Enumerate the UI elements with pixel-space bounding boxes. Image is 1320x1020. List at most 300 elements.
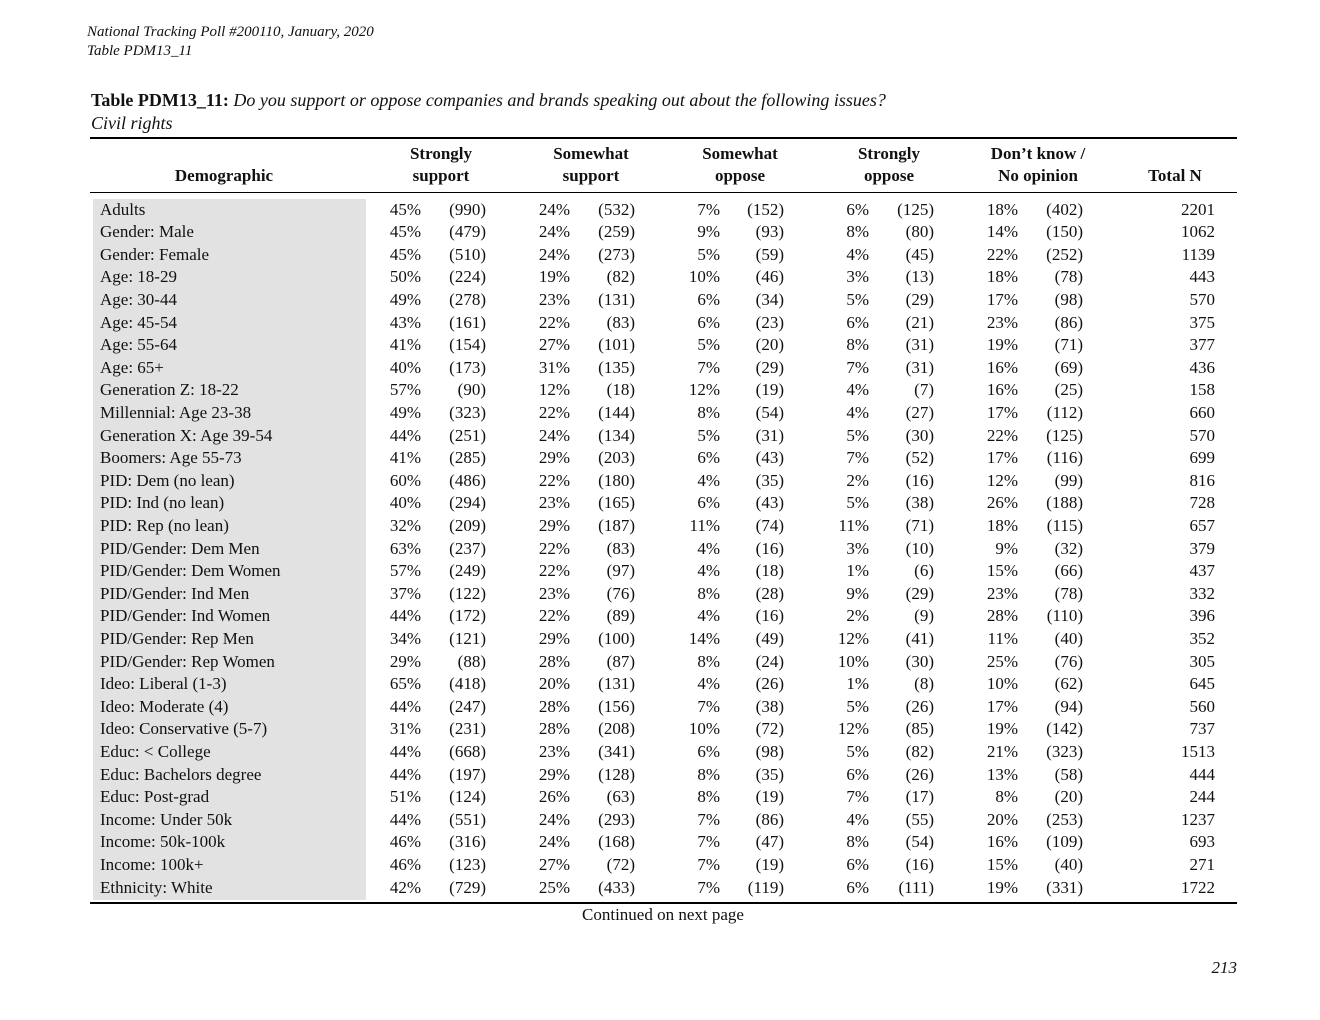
running-head-table-id: Table PDM13_11 — [87, 43, 193, 59]
cell-percent: 3% — [846, 267, 869, 287]
cell-count: (86) — [1054, 312, 1083, 332]
table-row — [0, 244, 1320, 267]
cell-count: (231) — [449, 719, 486, 739]
cell-percent: 18% — [986, 267, 1018, 287]
cell-count: (156) — [598, 696, 635, 716]
row-label: Age: 65+ — [100, 357, 164, 377]
cell-percent: 4% — [846, 244, 869, 264]
cell-count: (34) — [755, 289, 784, 309]
cell-percent: 15% — [986, 854, 1018, 874]
cell-count: (26) — [755, 674, 784, 694]
cell-percent: 4% — [697, 538, 720, 558]
cell-count: (161) — [449, 312, 486, 332]
cell-percent: 19% — [986, 719, 1018, 739]
cell-count: (208) — [598, 719, 635, 739]
cell-percent: 9% — [846, 583, 869, 603]
cell-count: (40) — [1054, 854, 1083, 874]
caption-label: Table PDM13_11: — [91, 90, 229, 110]
cell-count: (40) — [1054, 628, 1083, 648]
cell-percent: 8% — [697, 764, 720, 784]
table-row — [0, 696, 1320, 719]
cell-count: (187) — [598, 515, 635, 535]
cell-percent: 49% — [389, 402, 421, 422]
cell-count: (83) — [606, 312, 635, 332]
row-label: Ideo: Conservative (5-7) — [100, 719, 268, 739]
cell-count: (58) — [1054, 764, 1083, 784]
cell-percent: 20% — [538, 674, 570, 694]
cell-count: (16) — [755, 606, 784, 626]
cell-count: (285) — [449, 448, 486, 468]
cell-count: (165) — [598, 493, 635, 513]
cell-count: (418) — [449, 674, 486, 694]
table-row — [0, 718, 1320, 741]
row-label: PID: Dem (no lean) — [100, 470, 235, 490]
cell-count: (18) — [606, 380, 635, 400]
cell-count: (98) — [1054, 289, 1083, 309]
cell-percent: 6% — [846, 312, 869, 332]
cell-percent: 6% — [697, 493, 720, 513]
cell-count: (45) — [905, 244, 934, 264]
table-row — [0, 266, 1320, 289]
cell-percent: 6% — [697, 448, 720, 468]
row-label: Age: 18-29 — [100, 267, 177, 287]
cell-percent: 7% — [697, 809, 720, 829]
cell-percent: 16% — [986, 357, 1018, 377]
cell-percent: 31% — [538, 357, 570, 377]
cell-total: 436 — [1189, 357, 1215, 377]
cell-percent: 22% — [538, 312, 570, 332]
row-label: PID/Gender: Dem Women — [100, 561, 281, 581]
cell-count: (98) — [755, 741, 784, 761]
cell-percent: 7% — [697, 696, 720, 716]
cell-percent: 31% — [389, 719, 421, 739]
cell-count: (124) — [449, 787, 486, 807]
cell-count: (99) — [1054, 470, 1083, 490]
cell-count: (119) — [747, 877, 784, 897]
cell-count: (43) — [755, 448, 784, 468]
cell-count: (74) — [755, 515, 784, 535]
cell-percent: 44% — [389, 741, 421, 761]
cell-count: (49) — [755, 628, 784, 648]
cell-percent: 8% — [697, 787, 720, 807]
cell-count: (144) — [598, 402, 635, 422]
cell-total: 379 — [1189, 538, 1215, 558]
cell-count: (172) — [449, 606, 486, 626]
cell-count: (131) — [598, 674, 635, 694]
row-label: Income: Under 50k — [100, 809, 233, 829]
cell-percent: 8% — [697, 651, 720, 671]
table-row — [0, 492, 1320, 515]
cell-count: (180) — [598, 470, 635, 490]
cell-percent: 41% — [389, 448, 421, 468]
table-top-rule — [90, 137, 1237, 139]
row-label: Ethnicity: White — [100, 877, 213, 897]
cell-percent: 49% — [389, 289, 421, 309]
cell-count: (316) — [449, 832, 486, 852]
cell-percent: 11% — [987, 628, 1018, 648]
cell-count: (38) — [755, 696, 784, 716]
cell-percent: 29% — [538, 515, 570, 535]
cell-count: (83) — [606, 538, 635, 558]
cell-count: (532) — [598, 199, 635, 219]
cell-percent: 37% — [389, 583, 421, 603]
cell-percent: 22% — [538, 538, 570, 558]
cell-percent: 40% — [389, 493, 421, 513]
continued-note: Continued on next page — [582, 905, 744, 924]
cell-percent: 13% — [986, 764, 1018, 784]
cell-percent: 28% — [986, 606, 1018, 626]
cell-percent: 18% — [986, 199, 1018, 219]
cell-percent: 65% — [389, 674, 421, 694]
table-row — [0, 854, 1320, 877]
cell-percent: 44% — [389, 764, 421, 784]
cell-percent: 45% — [389, 222, 421, 242]
cell-count: (203) — [598, 448, 635, 468]
table-row — [0, 651, 1320, 674]
cell-total: 2201 — [1181, 199, 1215, 219]
cell-count: (9) — [914, 606, 934, 626]
cell-count: (173) — [449, 357, 486, 377]
cell-count: (87) — [606, 651, 635, 671]
cell-count: (112) — [1046, 402, 1083, 422]
header-total-n: Total N — [1148, 166, 1202, 185]
cell-count: (197) — [449, 764, 486, 784]
table-row — [0, 538, 1320, 561]
table-row — [0, 470, 1320, 493]
row-label: PID: Ind (no lean) — [100, 493, 225, 513]
cell-percent: 22% — [538, 402, 570, 422]
cell-count: (323) — [1046, 741, 1083, 761]
cell-count: (111) — [898, 877, 934, 897]
table-row — [0, 312, 1320, 335]
cell-total: 645 — [1189, 674, 1215, 694]
table-row — [0, 764, 1320, 787]
cell-percent: 45% — [389, 244, 421, 264]
cell-count: (152) — [747, 199, 784, 219]
cell-count: (510) — [449, 244, 486, 264]
cell-count: (249) — [449, 561, 486, 581]
header-strongly-oppose: Strongly oppose — [857, 144, 921, 185]
cell-count: (26) — [905, 764, 934, 784]
cell-percent: 32% — [389, 515, 421, 535]
cell-count: (76) — [1054, 651, 1083, 671]
cell-count: (16) — [755, 538, 784, 558]
cell-count: (27) — [905, 402, 934, 422]
cell-percent: 24% — [538, 809, 570, 829]
cell-count: (341) — [598, 741, 635, 761]
cell-count: (237) — [449, 538, 486, 558]
cell-percent: 57% — [389, 380, 421, 400]
cell-count: (16) — [905, 470, 934, 490]
cell-percent: 10% — [688, 719, 720, 739]
cell-percent: 22% — [538, 606, 570, 626]
cell-total: 444 — [1189, 764, 1215, 784]
cell-total: 332 — [1189, 583, 1215, 603]
cell-total: 693 — [1189, 832, 1215, 852]
cell-total: 244 — [1189, 787, 1215, 807]
cell-percent: 4% — [697, 674, 720, 694]
row-label: Age: 30-44 — [100, 289, 177, 309]
cell-percent: 27% — [538, 854, 570, 874]
table-row — [0, 447, 1320, 470]
cell-percent: 24% — [538, 199, 570, 219]
cell-count: (72) — [606, 854, 635, 874]
cell-count: (63) — [606, 787, 635, 807]
cell-count: (30) — [905, 651, 934, 671]
cell-count: (18) — [755, 561, 784, 581]
cell-percent: 15% — [986, 561, 1018, 581]
cell-count: (28) — [755, 583, 784, 603]
header-somewhat-support: Somewhat support — [553, 144, 629, 185]
cell-percent: 14% — [688, 628, 720, 648]
cell-percent: 51% — [389, 787, 421, 807]
cell-percent: 11% — [689, 515, 720, 535]
cell-count: (990) — [449, 199, 486, 219]
cell-percent: 17% — [986, 402, 1018, 422]
cell-percent: 4% — [846, 402, 869, 422]
cell-percent: 12% — [538, 380, 570, 400]
table-row — [0, 334, 1320, 357]
cell-total: 816 — [1189, 470, 1215, 490]
cell-total: 1513 — [1181, 741, 1215, 761]
cell-percent: 4% — [846, 809, 869, 829]
table-row — [0, 357, 1320, 380]
header-somewhat-oppose: Somewhat oppose — [702, 144, 778, 185]
cell-count: (88) — [457, 651, 486, 671]
cell-count: (35) — [755, 764, 784, 784]
cell-percent: 11% — [838, 515, 869, 535]
cell-count: (71) — [1054, 335, 1083, 355]
cell-total: 699 — [1189, 448, 1215, 468]
cell-count: (29) — [755, 357, 784, 377]
cell-percent: 12% — [837, 628, 869, 648]
cell-count: (17) — [905, 787, 934, 807]
cell-count: (128) — [598, 764, 635, 784]
cell-percent: 28% — [538, 719, 570, 739]
cell-total: 352 — [1189, 628, 1215, 648]
row-label: Age: 55-64 — [100, 335, 177, 355]
cell-total: 158 — [1189, 380, 1215, 400]
cell-percent: 5% — [846, 696, 869, 716]
cell-percent: 28% — [538, 696, 570, 716]
cell-count: (551) — [449, 809, 486, 829]
cell-total: 443 — [1189, 267, 1215, 287]
cell-percent: 63% — [389, 538, 421, 558]
cell-count: (41) — [905, 628, 934, 648]
cell-count: (122) — [449, 583, 486, 603]
cell-percent: 17% — [986, 696, 1018, 716]
cell-count: (331) — [1046, 877, 1083, 897]
cell-count: (6) — [914, 561, 934, 581]
cell-count: (93) — [755, 222, 784, 242]
cell-percent: 12% — [688, 380, 720, 400]
row-label: Generation X: Age 39-54 — [100, 425, 273, 445]
cell-count: (278) — [449, 289, 486, 309]
cell-total: 1237 — [1181, 809, 1215, 829]
cell-count: (247) — [449, 696, 486, 716]
cell-count: (135) — [598, 357, 635, 377]
cell-count: (294) — [449, 493, 486, 513]
cell-count: (273) — [598, 244, 635, 264]
cell-percent: 17% — [986, 448, 1018, 468]
cell-percent: 57% — [389, 561, 421, 581]
table-row — [0, 379, 1320, 402]
cell-count: (8) — [914, 674, 934, 694]
cell-percent: 19% — [538, 267, 570, 287]
table-row — [0, 741, 1320, 764]
cell-percent: 21% — [986, 741, 1018, 761]
row-label: Educ: Post-grad — [100, 787, 210, 807]
cell-count: (10) — [905, 538, 934, 558]
cell-count: (76) — [606, 583, 635, 603]
cell-percent: 5% — [697, 244, 720, 264]
cell-total: 660 — [1189, 402, 1215, 422]
cell-count: (251) — [449, 425, 486, 445]
row-label: PID/Gender: Dem Men — [100, 538, 260, 558]
cell-count: (52) — [905, 448, 934, 468]
cell-percent: 10% — [688, 267, 720, 287]
cell-percent: 19% — [986, 877, 1018, 897]
table-caption — [91, 89, 886, 135]
cell-count: (121) — [449, 628, 486, 648]
cell-count: (168) — [598, 832, 635, 852]
cell-total: 375 — [1189, 312, 1215, 332]
cell-count: (29) — [905, 583, 934, 603]
running-head — [87, 23, 374, 61]
cell-percent: 29% — [538, 628, 570, 648]
cell-count: (19) — [755, 380, 784, 400]
table-row — [0, 786, 1320, 809]
row-label: Gender: Male — [100, 222, 194, 242]
cell-count: (23) — [755, 312, 784, 332]
cell-percent: 29% — [389, 651, 421, 671]
cell-percent: 22% — [538, 561, 570, 581]
cell-count: (97) — [606, 561, 635, 581]
cell-percent: 6% — [697, 289, 720, 309]
cell-count: (224) — [449, 267, 486, 287]
cell-count: (252) — [1046, 244, 1083, 264]
cell-percent: 5% — [697, 335, 720, 355]
cell-percent: 1% — [846, 674, 869, 694]
row-label: Ideo: Liberal (1-3) — [100, 674, 227, 694]
cell-count: (19) — [755, 787, 784, 807]
table-row — [0, 199, 1320, 222]
cell-percent: 4% — [846, 380, 869, 400]
cell-total: 437 — [1189, 561, 1215, 581]
cell-count: (31) — [905, 357, 934, 377]
cell-percent: 8% — [846, 832, 869, 852]
running-head-title: National Tracking Poll #200110, January, 2020 — [87, 24, 374, 40]
cell-percent: 23% — [986, 583, 1018, 603]
cell-count: (116) — [1046, 448, 1083, 468]
table-row — [0, 831, 1320, 854]
header-dont-know: Don’t know / No opinion — [990, 144, 1086, 185]
cell-count: (94) — [1054, 696, 1083, 716]
table-row — [0, 877, 1320, 900]
caption-subtitle: Civil rights — [91, 113, 173, 133]
cell-count: (62) — [1054, 674, 1083, 694]
cell-total: 728 — [1189, 493, 1215, 513]
cell-count: (26) — [905, 696, 934, 716]
cell-percent: 23% — [538, 289, 570, 309]
table-row — [0, 673, 1320, 696]
cell-count: (123) — [449, 854, 486, 874]
cell-count: (154) — [449, 335, 486, 355]
table-row — [0, 221, 1320, 244]
cell-percent: 44% — [389, 696, 421, 716]
header-demographic: Demographic — [174, 166, 274, 185]
cell-percent: 4% — [697, 606, 720, 626]
cell-percent: 16% — [986, 832, 1018, 852]
cell-percent: 23% — [538, 583, 570, 603]
cell-count: (59) — [755, 244, 784, 264]
cell-count: (82) — [905, 741, 934, 761]
row-label: PID/Gender: Ind Men — [100, 583, 250, 603]
cell-percent: 24% — [538, 222, 570, 242]
row-label: PID: Rep (no lean) — [100, 515, 229, 535]
cell-count: (89) — [606, 606, 635, 626]
cell-percent: 44% — [389, 425, 421, 445]
row-label: Educ: Bachelors degree — [100, 764, 262, 784]
cell-percent: 7% — [697, 877, 720, 897]
cell-count: (35) — [755, 470, 784, 490]
cell-total: 1139 — [1181, 244, 1215, 264]
cell-percent: 8% — [697, 583, 720, 603]
cell-percent: 28% — [538, 651, 570, 671]
cell-count: (110) — [1046, 606, 1083, 626]
cell-percent: 43% — [389, 312, 421, 332]
cell-count: (16) — [905, 854, 934, 874]
cell-total: 377 — [1189, 335, 1215, 355]
cell-count: (125) — [1046, 425, 1083, 445]
cell-percent: 12% — [837, 719, 869, 739]
row-label: PID/Gender: Rep Men — [100, 628, 254, 648]
cell-count: (479) — [449, 222, 486, 242]
cell-percent: 24% — [538, 244, 570, 264]
cell-count: (80) — [905, 222, 934, 242]
cell-count: (433) — [598, 877, 635, 897]
cell-percent: 6% — [846, 199, 869, 219]
cell-percent: 6% — [846, 764, 869, 784]
cell-percent: 29% — [538, 448, 570, 468]
cell-total: 737 — [1189, 719, 1215, 739]
cell-count: (150) — [1046, 222, 1083, 242]
cell-percent: 4% — [697, 470, 720, 490]
cell-percent: 17% — [986, 289, 1018, 309]
cell-percent: 50% — [389, 267, 421, 287]
cell-count: (486) — [449, 470, 486, 490]
header-rule — [90, 192, 1237, 193]
cell-percent: 40% — [389, 357, 421, 377]
cell-percent: 20% — [986, 809, 1018, 829]
row-label: PID/Gender: Rep Women — [100, 651, 275, 671]
cell-count: (78) — [1054, 267, 1083, 287]
page-number: 213 — [1211, 958, 1237, 977]
cell-total: 396 — [1189, 606, 1215, 626]
cell-percent: 6% — [697, 312, 720, 332]
cell-total: 657 — [1189, 515, 1215, 535]
cell-count: (323) — [449, 402, 486, 422]
table-row — [0, 289, 1320, 312]
cell-percent: 60% — [389, 470, 421, 490]
cell-percent: 9% — [697, 222, 720, 242]
cell-percent: 5% — [846, 493, 869, 513]
cell-percent: 7% — [697, 199, 720, 219]
cell-count: (131) — [598, 289, 635, 309]
cell-count: (78) — [1054, 583, 1083, 603]
cell-percent: 23% — [538, 493, 570, 513]
cell-percent: 42% — [389, 877, 421, 897]
